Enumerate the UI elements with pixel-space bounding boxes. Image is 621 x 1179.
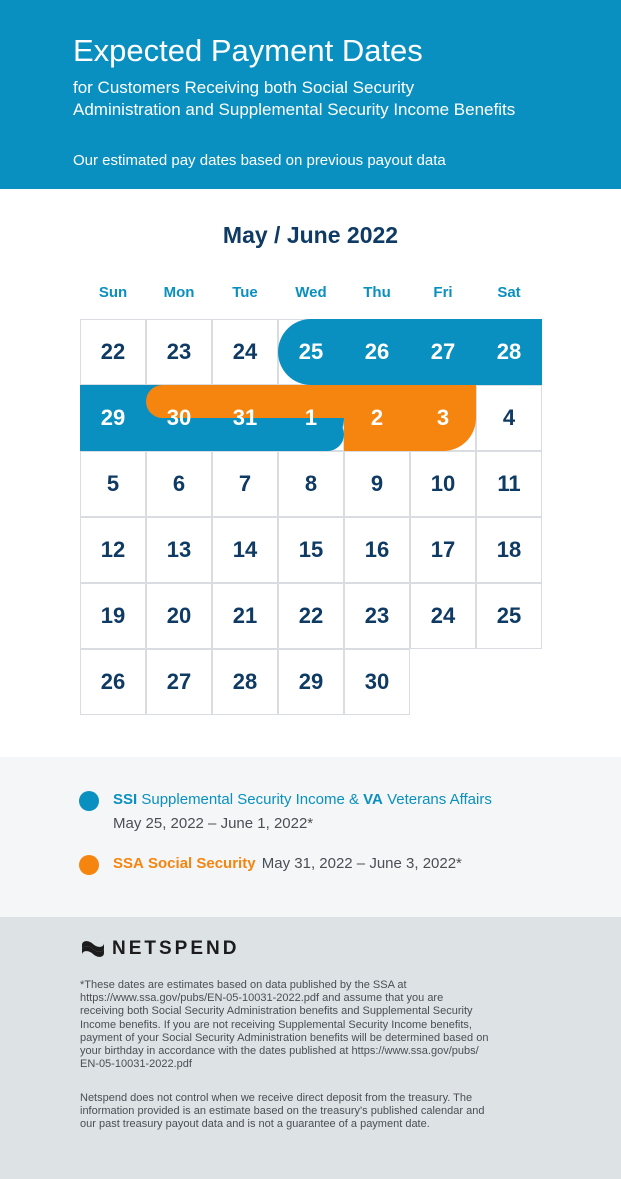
ssa-legend-title: [113, 854, 462, 874]
legend-panel: [0, 757, 621, 917]
calendar-date: 18: [496, 537, 522, 562]
weekday-mon: Mon: [163, 284, 195, 301]
notice-line: our past treasury payout data and is not a guarantee of a payment date.: [80, 1118, 430, 1131]
disclaimer-line: your birthday in accordance with the dates published at https://www.ssa.gov/pubs/: [80, 1045, 479, 1058]
calendar-date: 28: [232, 669, 258, 694]
weekday-thu: Thu: [363, 284, 391, 301]
calendar-date: 30: [166, 405, 192, 430]
calendar-date: 14: [232, 537, 258, 562]
subtitle-line: Administration and Supplemental Security Income Benefits: [73, 100, 516, 119]
calendar-date: 25: [298, 339, 324, 364]
calendar-date: 25: [496, 603, 522, 628]
disclaimer-line: EN-05-10031-2022.pdf: [80, 1058, 192, 1071]
calendar-date: 21: [232, 603, 258, 628]
calendar-date: 29: [100, 405, 126, 430]
notice-line: information provided is an estimate based on the treasury's published calendar and: [80, 1105, 485, 1118]
ssa-date-range: May 31, 2022 – June 3, 2022*: [261, 855, 462, 872]
calendar-title: May / June 2022: [222, 222, 399, 248]
weekday-sat: Sat: [497, 284, 521, 301]
calendar-date: 6: [172, 471, 186, 496]
calendar-date: 15: [298, 537, 324, 562]
netspend-logo: [80, 938, 240, 959]
subtitle-line: for Customers Receiving both Social Security: [73, 78, 415, 97]
header-note: Our estimated pay dates based on previous payout data: [73, 152, 446, 169]
calendar-date: 11: [497, 471, 521, 496]
disclaimer-line: payment of your Social Security Administration benefits will be determined based on: [80, 1031, 489, 1044]
calendar-date: 28: [496, 339, 522, 364]
calendar-grid: [80, 319, 542, 715]
calendar-date: 13: [166, 537, 192, 562]
calendar-date: 31: [232, 405, 258, 430]
calendar-date: 19: [100, 603, 126, 628]
calendar-date: 22: [100, 339, 126, 364]
page-title: Expected Payment Dates: [73, 33, 423, 68]
weekday-tue: Tue: [232, 284, 258, 301]
brand-name: NETSPEND: [112, 938, 240, 959]
weekday-sun: Sun: [98, 284, 128, 301]
calendar-date: 1: [304, 405, 318, 430]
calendar-date: 9: [370, 471, 384, 496]
netspend-logo-icon: [80, 939, 106, 959]
calendar-date: 23: [364, 603, 390, 628]
notice-line: Netspend does not control when we receive direct deposit from the treasury. The: [80, 1092, 473, 1104]
header-banner: [0, 0, 621, 189]
ssa-legend-dot: [79, 855, 99, 875]
ssi-legend-title: [113, 790, 492, 810]
ssi-code: SSI: [113, 791, 138, 808]
calendar-date: 27: [166, 669, 192, 694]
calendar-date: 5: [106, 471, 120, 496]
weekday-fri: Fri: [433, 284, 453, 301]
ssi-legend-dot: [79, 791, 99, 811]
calendar-date: 24: [232, 339, 258, 364]
va-code: VA: [363, 791, 383, 808]
disclaimer-line: receiving both Social Security Administration benefits and Supplemental Security: [80, 1005, 473, 1018]
ssa-code: SSA: [113, 855, 144, 872]
notice-text: [80, 1092, 550, 1132]
calendar-date: 2: [370, 405, 384, 430]
calendar-date: 26: [364, 339, 390, 364]
calendar-date: 8: [304, 471, 318, 496]
disclaimer-line: *These dates are estimates based on data published by the SSA at: [80, 979, 407, 991]
calendar-date: 3: [436, 405, 450, 430]
va-label: Veterans Affairs: [387, 791, 492, 808]
weekday-header: [80, 284, 542, 304]
weekday-wed: Wed: [295, 284, 327, 301]
calendar-date: 10: [430, 471, 456, 496]
calendar-date: 30: [364, 669, 390, 694]
calendar-date: 12: [100, 537, 126, 562]
calendar-date: 24: [430, 603, 456, 628]
ssi-label: Supplemental Security Income &: [141, 791, 359, 808]
page-subtitle: [73, 77, 593, 121]
disclaimer-line: https://www.ssa.gov/pubs/EN-05-10031-2022.pdf and assume that you are: [80, 992, 444, 1005]
calendar-date: 29: [298, 669, 324, 694]
calendar-date: 20: [166, 603, 192, 628]
calendar-date: 7: [238, 471, 252, 496]
calendar-date: 17: [430, 537, 456, 562]
ssa-label: Social Security: [148, 855, 256, 872]
calendar-date: 26: [100, 669, 126, 694]
disclaimer-text: [80, 979, 550, 1071]
calendar-date: 4: [502, 405, 516, 430]
calendar-date: 16: [364, 537, 390, 562]
ssi-date-range: May 25, 2022 – June 1, 2022*: [113, 815, 314, 832]
calendar-date: 22: [298, 603, 324, 628]
calendar-date: 23: [166, 339, 192, 364]
calendar-date: 27: [430, 339, 456, 364]
disclaimer-line: Income benefits. If you are not receiving Supplemental Security Income benefits,: [80, 1018, 472, 1031]
